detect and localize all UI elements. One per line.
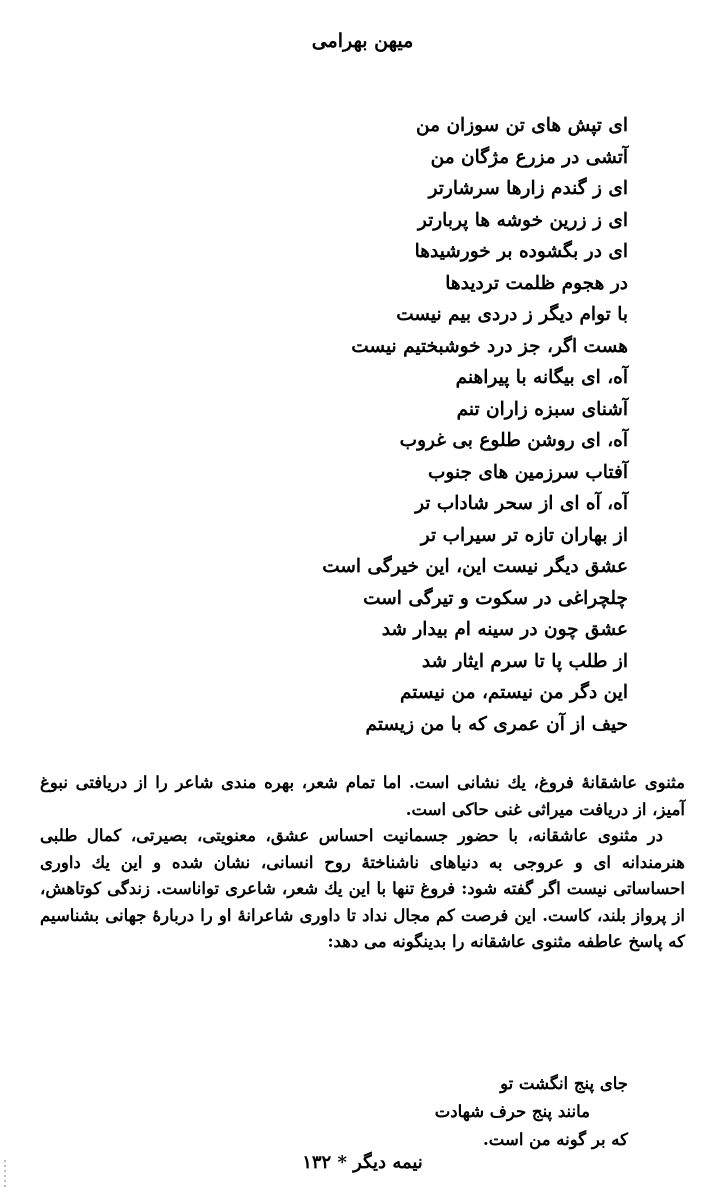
poem-line: ای در بگشوده بر خورشیدها <box>414 241 628 262</box>
poem-line: هست اگر، جز درد خوشبختیم نیست <box>351 335 628 357</box>
page-footer: نیمه دیگر * ۱۳۲ <box>302 1152 423 1173</box>
commentary <box>40 770 685 956</box>
scan-edge-mark <box>4 1160 6 1190</box>
poem-line: چلچراغی در سکوت و تیرگی است <box>363 587 628 609</box>
quoted-verse <box>268 1070 628 1154</box>
poem-line: عشق چون در سینه ام بیدار شد <box>381 619 628 640</box>
poem-line: ای ز گندم زارها سرشارتر <box>428 178 628 199</box>
poem-line: ای تپش های تن سوزان من <box>416 115 628 136</box>
quote-line: که بر گونه من است. <box>483 1130 628 1149</box>
poem-line: از بهاران تازه تر سیراب تر <box>420 524 628 546</box>
poem-line: حیف از آن عمری که با من زیستم <box>365 713 628 735</box>
poem-line: در هجوم ظلمت تردیدها <box>445 272 628 294</box>
poem-line: عشق دیگر نیست این، این خیرگی است <box>322 556 628 577</box>
poem-line: آتشی در مزرع مژگان من <box>430 146 628 168</box>
quote-line: مانند پنج حرف شهادت <box>434 1102 590 1121</box>
poem-line: ای ز زرین خوشه ها پربارتر <box>417 209 628 231</box>
author-title: میهن بهرامی <box>311 30 414 52</box>
poem-line: آه، ای بیگانه با پیراهنم <box>455 367 628 388</box>
poem-line: آفتاب سرزمین های جنوب <box>427 461 628 483</box>
poem-line: از طلب پا تا سرم ایثار شد <box>421 650 628 672</box>
poem-line: آشنای سبزه زاران تنم <box>456 398 628 420</box>
poem-line: این دگر من نیستم، من نیستم <box>399 682 628 703</box>
poem-line: آه، آه ای از سحر شاداب تر <box>415 493 628 514</box>
poem <box>208 110 628 740</box>
poem-line: آه، ای روشن طلوع بی غروب <box>399 430 628 451</box>
commentary-paragraph: در مثنوی عاشقانه، با حضور جسمانیت احساس عشق، معنویتی، بصیرتی، کمال طلبی هنرمندانه ای و عروجی به دنیاهای ناشناختهٔ روح انسانی، نشان شده و این یك داوری احساساتی نیست اگر گفته شود: فروغ تنها با این یك شعر، شاعری تواناست. زندگی کوتاهش، از پرواز بلند، کاست. این فرصت کم مجال نداد تا داوری شاعرانهٔ او را دربارهٔ جهانی بشناسیم که پاسخ عاطفه مثنوی عاشقانه را بدینگونه می دهد: <box>40 826 685 951</box>
poem-line: با توام دیگر ز دردی بیم نیست <box>396 304 628 325</box>
commentary-paragraph: مثنوی عاشقانهٔ فروغ، یك نشانی است. اما تمام شعر، بهره مندی شاعر را از دریافتی نبوغ آمیز، از دریافت میراثی غنی حاکی است. <box>40 773 685 819</box>
quote-line: جای پنج انگشت تو <box>500 1074 628 1093</box>
